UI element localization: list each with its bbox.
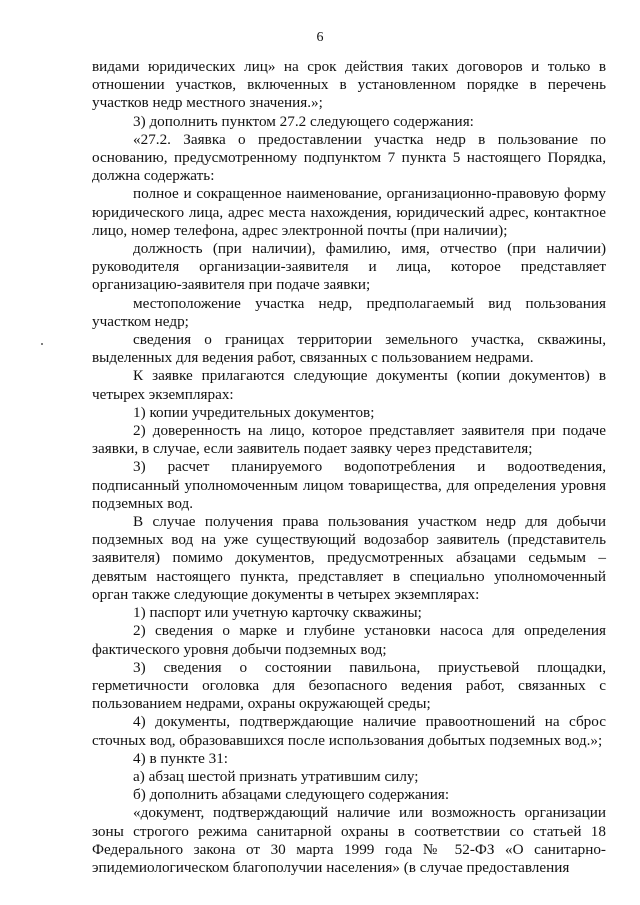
paragraph-10: 2) доверенность на лицо, которое представляет заявителя при подаче заявки, в случае, если заявитель подает заявку через представителя;	[92, 422, 606, 458]
document-body	[92, 58, 606, 877]
paragraph-13: 1) паспорт или учетную карточку скважины;	[133, 604, 422, 622]
paragraph-17: 4) в пункте 31:	[133, 749, 229, 767]
paragraph-2: 3) дополнить пунктом 27.2 следующего содержания:	[133, 112, 474, 130]
paragraph-6: местоположение участка недр, предполагаемый вид пользования участком недр;	[92, 294, 606, 330]
paragraph-3: «27.2. Заявка о предоставлении участка недр в пользование по основанию, предусмотренному подпунктом 7 пункта 5 настоящего Порядка, должна содержать:	[92, 130, 606, 185]
paragraph-16: 4) документы, подтверждающие наличие правоотношений на сброс сточных вод, образовавшихся после использования добытых подземных вод.»;	[92, 713, 606, 749]
paragraph-19: б) дополнить абзацами следующего содержания:	[133, 786, 450, 804]
paragraph-15: 3) сведения о состоянии павильона, приустьевой площадки, герметичности оголовка для безопасного ведения работ, связанных с пользованием недрами, охраны окружающей среды;	[92, 658, 606, 713]
page-number: 6	[316, 30, 324, 45]
paragraph-11: 3) расчет планируемого водопотребления и водоотведения, подписанный уполномоченным лицом товарищества, для определения уровня подземных вод.	[92, 458, 606, 512]
paragraph-9: 1) копии учредительных документов;	[133, 403, 375, 421]
paragraph-5: должность (при наличии), фамилию, имя, отчество (при наличии) руководителя организации-заявителя и лица, которое представляет организацию-заявителя при подаче заявки;	[92, 240, 606, 294]
paragraph-14: 2) сведения о марке и глубине установки насоса для определения фактического уровня добычи подземных вод;	[92, 622, 606, 658]
paragraph-1: видами юридических лиц» на срок действия таких договоров и только в отношении участков, включенных в установленном порядке в перечень участков недр местного значения.»;	[92, 58, 606, 112]
paragraph-4: полное и сокращенное наименование, организационно-правовую форму юридического лица, адрес места нахождения, юридический адрес, контактное лицо, номер телефона, адрес электронной почты (при наличии);	[92, 185, 606, 239]
paragraph-20: «документ, подтверждающий наличие или возможность организации зоны строгого режима санитарной охраны в соответствии со статьей 18 Федерального закона от 30 марта 1999 года № 52-ФЗ «О санитарно-эпидемиологическом благополучии населения» (в случае предоставления	[92, 804, 606, 876]
margin-dot	[41, 343, 43, 345]
paragraph-18: а) абзац шестой признать утратившим силу;	[133, 767, 419, 785]
paragraph-8: К заявке прилагаются следующие документы (копии документов) в четырех экземплярах:	[92, 367, 606, 403]
paragraph-12: В случае получения права пользования участком недр для добычи подземных вод на уже существующий водозабор заявитель (представитель заявителя) помимо документов, предусмотренных абзацами седьмым – девятым настоящего пункта, представляет в специально уполномоченный орган также следующие документы в четырех экземплярах:	[92, 513, 606, 603]
paragraph-7: сведения о границах территории земельного участка, скважины, выделенных для ведения работ, связанных с пользованием недрами.	[92, 331, 606, 367]
